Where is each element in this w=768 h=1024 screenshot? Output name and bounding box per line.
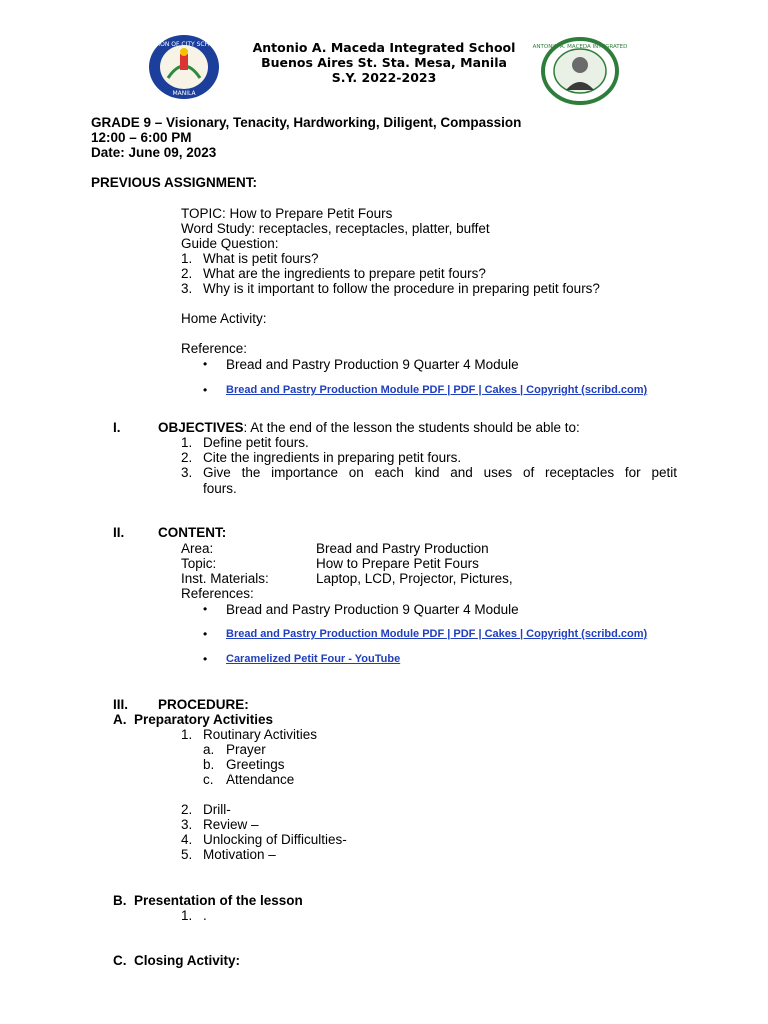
prev-ref-link[interactable]: Bread and Pastry Production Module PDF | PDF | Cakes | Copyright (scribd.com) [226,384,648,396]
prev-question-1-text: What is petit fours? [203,251,319,266]
prev-topic: TOPIC: How to Prepare Petit Fours [181,206,393,221]
presentation-num: 1. [181,908,193,923]
grade-sections: GRADE 9 – Visionary, Tenacity, Hardworking, Diligent, Compassion [91,115,522,130]
class-date: Date: June 09, 2023 [91,145,217,160]
preparatory-activities-heading: A. Preparatory Activities [113,712,274,727]
review: Review – [203,817,259,832]
objective-1: Define petit fours. [203,435,309,450]
objective-3-cont: fours. [203,481,237,496]
motivation: Motivation – [203,847,276,862]
sub-greetings: Greetings [226,757,285,772]
objectives-numeral: I. [113,420,121,435]
bullet-icon: • [203,627,208,641]
routinary-activities: Routinary Activities [203,727,318,742]
content-topic: How to Prepare Petit Fours [316,556,479,571]
prev-question-2: 2. [181,266,193,281]
content-topic-label: Topic: [181,556,217,571]
school-year: S.Y. 2022-2023 [331,70,437,85]
procedure-heading: PROCEDURE: [158,697,249,712]
sub-prayer: Prayer [226,742,266,757]
presentation-heading: B. Presentation of the lesson [113,893,303,908]
school-address: Buenos Aires St. Sta. Mesa, Manila [261,55,507,70]
prev-question-2-text: What are the ingredients to prepare petit fours? [203,266,486,281]
procedure-numeral: III. [113,697,129,712]
prev-reference-label: Reference: [181,341,248,356]
drill-num: 2. [181,802,193,817]
objectives-heading [158,420,580,435]
objective-3-num: 3. [181,465,193,480]
content-heading: CONTENT: [158,525,227,540]
content-area: Bread and Pastry Production [316,541,489,556]
prev-word-study: Word Study: receptacles, receptacles, platter, buffet [181,221,490,236]
prev-question-1: 1. [181,251,193,266]
prev-question-3-text: Why is it important to follow the procedure in preparing petit fours? [203,281,600,296]
bullet-icon: • [203,602,208,616]
sub-c-letter: c. [203,772,214,787]
bullet-icon: • [203,652,208,666]
motivation-num: 5. [181,847,193,862]
class-time: 12:00 – 6:00 PM [91,130,192,145]
objective-1-num: 1. [181,435,193,450]
sub-attendance: Attendance [226,772,295,787]
routinary-num: 1. [181,727,193,742]
sub-b-letter: b. [203,757,215,772]
svg-text:DIVISION OF CITY SCHOOLS: DIVISION OF CITY SCHOOLS [142,41,226,48]
objectives-label: OBJECTIVES [158,420,244,435]
prev-ref-text: Bread and Pastry Production 9 Quarter 4 Module [226,357,519,372]
content-numeral: II. [113,525,125,540]
content-ref-link-youtube[interactable]: Caramelized Petit Four - YouTube [226,653,401,665]
prev-guide-question: Guide Question: [181,236,279,251]
unlocking-difficulties: Unlocking of Difficulties- [203,832,347,847]
content-materials: Laptop, LCD, Projector, Pictures, [316,571,513,586]
content-references-label: References: [181,586,254,601]
bullet-icon: • [203,357,208,371]
unlocking-num: 4. [181,832,193,847]
content-area-label: Area: [181,541,214,556]
content-materials-label: Inst. Materials: [181,571,269,586]
drill: Drill- [203,802,231,817]
school-name: Antonio A. Maceda Integrated School [252,40,516,55]
objectives-intro: : At the end of the lesson the students should be able to: [243,420,580,435]
content-ref-text: Bread and Pastry Production 9 Quarter 4 Module [226,602,519,617]
svg-text:MANILA: MANILA [172,90,196,97]
objective-3: Give the importance on each kind and uses of receptacles for petit [203,465,677,480]
review-num: 3. [181,817,193,832]
previous-assignment-heading: PREVIOUS ASSIGNMENT: [91,175,258,190]
closing-activity-heading: C. Closing Activity: [113,953,241,968]
content-ref-link-scribd[interactable]: Bread and Pastry Production Module PDF | PDF | Cakes | Copyright (scribd.com) [226,628,648,640]
bullet-icon: • [203,383,208,397]
sub-a-letter: a. [203,742,215,757]
prev-home-activity: Home Activity: [181,311,267,326]
presentation-item: . [203,908,207,923]
objective-2-num: 2. [181,450,193,465]
svg-text:ANTONIO A. MACEDA INTEGRATED: ANTONIO A. MACEDA INTEGRATED [532,44,628,50]
objective-2: Cite the ingredients in preparing petit fours. [203,450,462,465]
prev-question-3: 3. [181,281,193,296]
